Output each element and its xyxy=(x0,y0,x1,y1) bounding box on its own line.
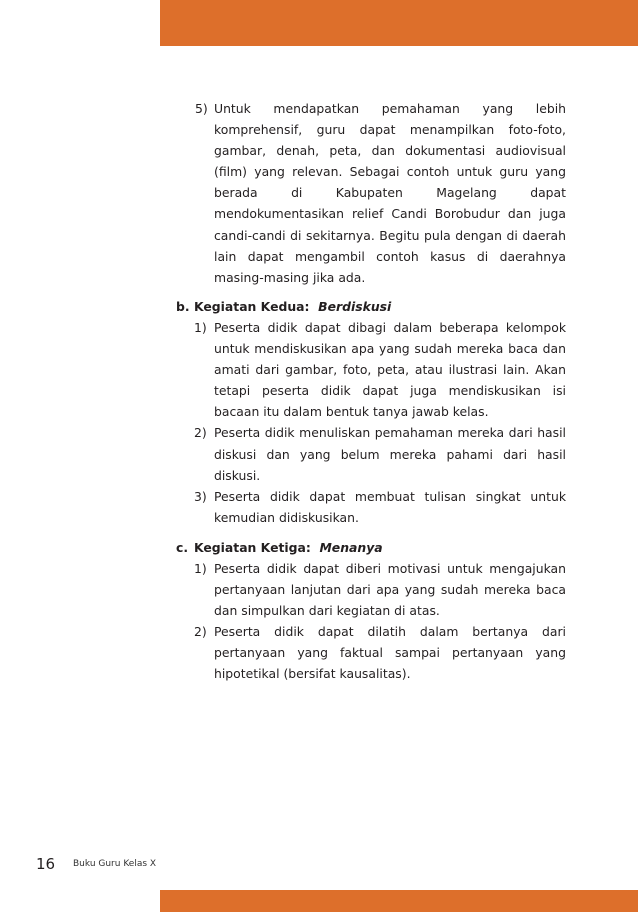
list-item-text: Untuk mendapatkan pemahaman yang lebih komprehensif, guru dapat menampilkan foto-foto, gambar, denah, peta, dan dokumentasi audiovisual (film) yang relevan. Sebagai contoh untuk guru yang berada di Kabupaten Magelang dapat mendokumentasikan relief Candi Borobudur dan juga candi-candi di sekitarnya. Begitu pula dengan di daerah lain dapat mengambil contoh kasus di daerahnya masing-masing jika ada. xyxy=(214,101,566,285)
section-subtitle: Menanya xyxy=(319,539,383,555)
list-item xyxy=(176,621,566,684)
list-item-number: 2) xyxy=(194,624,207,640)
list-item-number: 5) xyxy=(195,101,208,116)
list-item-number: 1) xyxy=(194,560,207,576)
list-item xyxy=(176,558,566,621)
list-item-text: Peserta didik dapat diberi motivasi untuk mengajukan pertanyaan lanjutan dari apa yang sudah mereka baca dan simpulkan dari kegiatan di atas. xyxy=(214,560,566,619)
section-heading xyxy=(176,296,566,317)
list-item-text: Peserta didik dapat membuat tulisan singkat untuk kemudian didiskusikan. xyxy=(214,488,566,525)
footer-accent-bar xyxy=(160,890,638,912)
section-title: Kegiatan Kedua: xyxy=(194,298,310,314)
list-item-number: 3) xyxy=(194,488,207,504)
list-item-text: Peserta didik dapat dilatih dalam bertanya dari pertanyaan yang faktual sampai pertanyaan yang hipotetikal (bersifat kausalitas). xyxy=(214,624,566,682)
section-kegiatan-ketiga xyxy=(176,537,566,685)
header-accent-bar xyxy=(160,0,638,46)
list-item xyxy=(176,98,566,288)
page-number: 16 xyxy=(36,855,56,873)
list-item xyxy=(176,422,566,485)
list-item xyxy=(176,486,566,528)
list-item-number: 1) xyxy=(194,319,207,335)
section-heading xyxy=(176,537,566,558)
book-title: Buku Guru Kelas X xyxy=(73,859,157,869)
list-item-text: Peserta didik dapat dibagi dalam beberapa kelompok untuk mendiskusikan apa yang sudah mereka baca dan amati dari gambar, foto, peta, atau ilustrasi lain. Akan tetapi peserta didik dapat juga mendiskusikan isi bacaan itu dalam bentuk tanya jawab kelas. xyxy=(214,319,566,420)
section-letter: c. xyxy=(176,539,189,555)
section-subtitle: Berdiskusi xyxy=(318,298,392,314)
list-item-number: 2) xyxy=(194,425,207,441)
page-content xyxy=(176,98,566,685)
list-item xyxy=(176,317,566,422)
section-kegiatan-kedua xyxy=(176,296,566,528)
list-item-text: Peserta didik menuliskan pemahaman mereka dari hasil diskusi dan yang belum mereka pahami dari hasil diskusi. xyxy=(214,425,566,483)
section-letter: b. xyxy=(176,298,190,314)
section-title: Kegiatan Ketiga: xyxy=(194,539,311,555)
